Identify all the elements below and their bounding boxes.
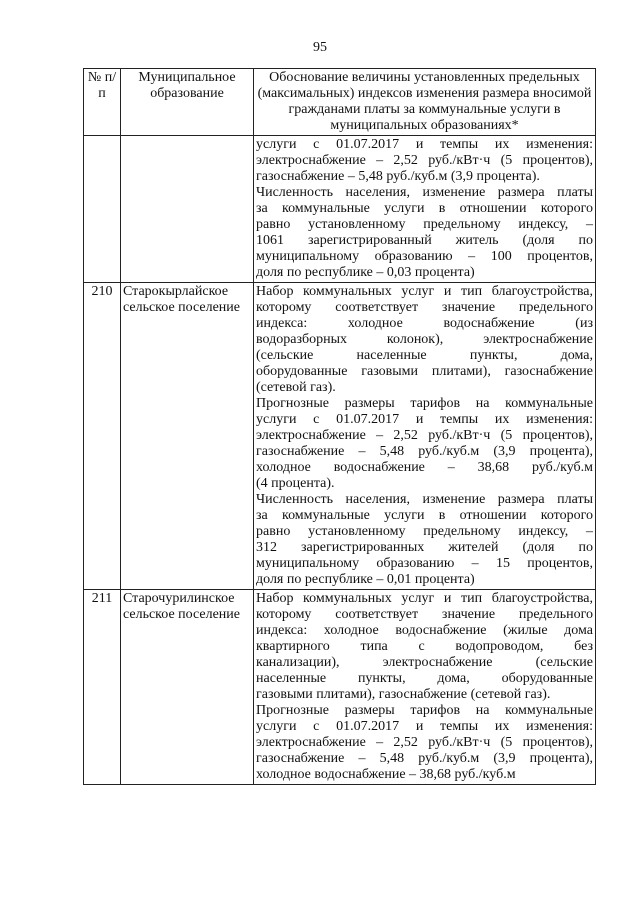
- row-number: [84, 136, 121, 283]
- text-line: Набор коммунальных услуг и тип благоустройства,: [256, 591, 593, 606]
- page-number: 95: [313, 40, 327, 55]
- text-line: которому соответствует значение предельного: [256, 300, 593, 315]
- text-line: электроснабжение – 2,52 руб./кВт·ч (5 процентов),: [256, 428, 593, 443]
- table-header-row: [84, 69, 596, 136]
- text-line: услуги с 01.07.2017 и темпы их изменения:: [256, 412, 593, 427]
- header-number: № п/п: [84, 69, 121, 136]
- justification-paragraph: [256, 492, 593, 588]
- text-line: водоразборных колонок), электроснабжение: [256, 332, 593, 347]
- text-line: услуги с 01.07.2017 и темпы их изменения:: [256, 137, 593, 152]
- text-line: электроснабжение – 2,52 руб./кВт·ч (5 процентов),: [256, 153, 593, 168]
- text-line: Численность населения, изменение размера платы: [256, 185, 593, 200]
- text-line: 1061 зарегистрированный житель (доля по: [256, 233, 593, 248]
- row-municipality: Старокырлайское сельское поселение: [121, 283, 254, 590]
- header-municipality: Муниципальное образование: [121, 69, 254, 136]
- text-line: (сетевой газ).: [256, 380, 336, 395]
- text-line: за коммунальные услуги в отношении которого: [256, 201, 593, 216]
- text-line: муниципальному образованию – 100 процентов,: [256, 249, 593, 264]
- text-line: Численность населения, изменение размера платы: [256, 492, 593, 507]
- text-line: газоснабжение – 5,48 руб./куб.м (3,9 процента),: [256, 444, 593, 459]
- text-line: индекса: холодное водоснабжение (из: [256, 316, 593, 331]
- text-line: (сельские населенные пункты, дома,: [256, 348, 593, 363]
- text-line: доля по республике – 0,03 процента): [256, 265, 475, 280]
- row-number: 210: [84, 283, 121, 590]
- table-row: [84, 283, 596, 590]
- text-line: квартирного типа с водопроводом, без: [256, 639, 593, 654]
- text-line: газоснабжение – 5,48 руб./куб.м (3,9 процента).: [256, 169, 540, 184]
- text-line: равно установленному предельному индексу, –: [256, 524, 593, 539]
- table-row: [84, 136, 596, 283]
- text-line: доля по республике – 0,01 процента): [256, 572, 475, 587]
- row-justification: [254, 283, 596, 590]
- text-line: оборудованные газовыми плитами), газоснабжение: [256, 364, 593, 379]
- text-line: 312 зарегистрированных жителей (доля по: [256, 540, 593, 555]
- text-line: которому соответствует значение предельного: [256, 607, 593, 622]
- justification-paragraph: [256, 185, 593, 281]
- header-justification: Обоснование величины установленных предельных (максимальных) индексов изменения размера вносимой гражданами платы за коммунальные услуги в муниципальных образованиях*: [254, 69, 596, 136]
- text-line: электроснабжение – 2,52 руб./кВт·ч (5 процентов),: [256, 735, 593, 750]
- text-line: канализации), электроснабжение (сельские: [256, 655, 593, 670]
- text-line: услуги с 01.07.2017 и темпы их изменения:: [256, 719, 593, 734]
- text-line: газоснабжение – 5,48 руб./куб.м (3,9 процента),: [256, 751, 593, 766]
- text-line: Прогнозные размеры тарифов на коммунальные: [256, 396, 593, 411]
- text-line: Набор коммунальных услуг и тип благоустройства,: [256, 284, 593, 299]
- row-municipality: [121, 136, 254, 283]
- justification-paragraph: [256, 137, 593, 185]
- justification-paragraph: [256, 591, 593, 703]
- justification-paragraph: [256, 284, 593, 396]
- row-justification: [254, 590, 596, 785]
- justification-paragraph: [256, 396, 593, 492]
- text-line: холодное водоснабжение – 38,68 руб./куб.м: [256, 460, 593, 475]
- text-line: холодное водоснабжение – 38,68 руб./куб.м: [256, 767, 516, 782]
- text-line: населенные пункты, дома, оборудованные: [256, 671, 593, 686]
- text-line: газовыми плитами), газоснабжение (сетевой газ).: [256, 687, 551, 702]
- justification-table: [83, 68, 596, 785]
- row-number: 211: [84, 590, 121, 785]
- text-line: равно установленному предельному индексу, –: [256, 217, 593, 232]
- text-line: Прогнозные размеры тарифов на коммунальные: [256, 703, 593, 718]
- row-municipality: Старочурилинское сельское поселение: [121, 590, 254, 785]
- table-row: [84, 590, 596, 785]
- text-line: муниципальному образованию – 15 процентов,: [256, 556, 593, 571]
- text-line: индекса: холодное водоснабжение (жилые дома: [256, 623, 593, 638]
- text-line: за коммунальные услуги в отношении которого: [256, 508, 593, 523]
- text-line: (4 процента).: [256, 476, 335, 491]
- row-justification: [254, 136, 596, 283]
- justification-paragraph: [256, 703, 593, 783]
